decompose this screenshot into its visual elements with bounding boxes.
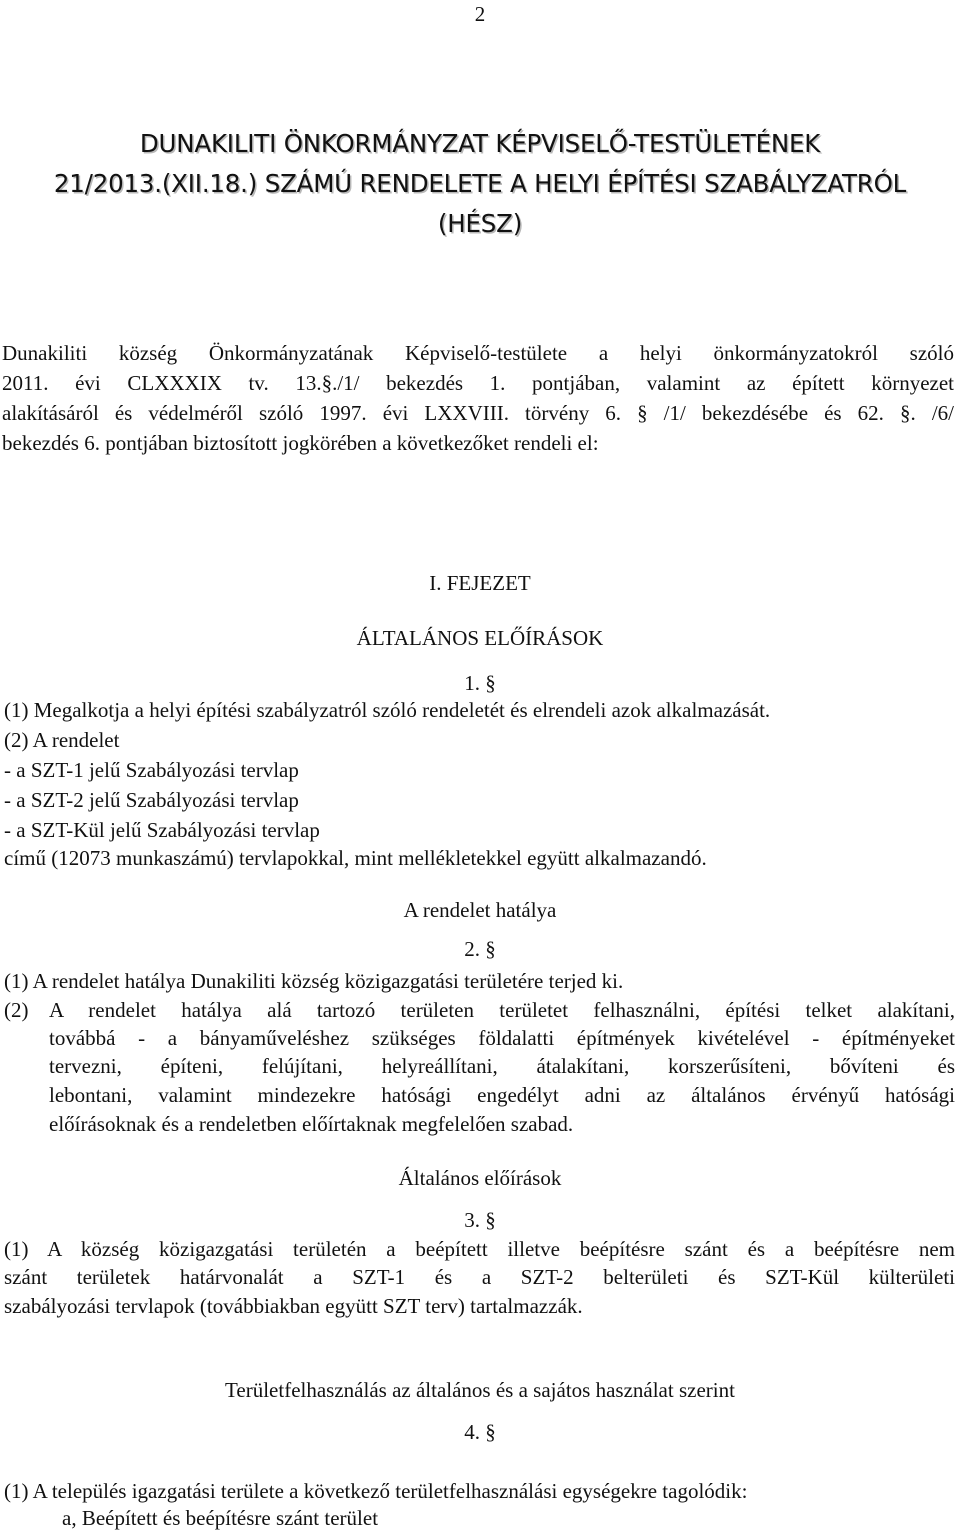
section-4-item-a: a, Beépített és beépítésre szánt terület	[62, 1506, 379, 1530]
section-2-paragraph-2-line-4: lebontani, valamint mindezekre hatósági engedélyt adni az általános érvényű hatósági	[49, 1083, 955, 1107]
section-1-paragraph-2-line-1: (2) A rendelet	[4, 728, 120, 752]
chapter-title: ÁLTALÁNOS ELŐÍRÁSOK	[356, 626, 604, 650]
section-2-subtitle: A rendelet hatálya	[403, 898, 557, 922]
section-2-paragraph-2-line-3: tervezni, építeni, felújítani, helyreállítani, átalakítani, korszerűsíteni, bővíteni és	[49, 1054, 955, 1078]
preamble-line-4: bekezdés 6. pontjában biztosított jogkörében a következőket rendeli el:	[2, 431, 599, 455]
section-1-closing-line: című (12073 munkaszámú) tervlapokkal, mint mellékletekkel együtt alkalmazandó.	[4, 846, 707, 870]
section-1-heading: 1. §	[464, 671, 496, 695]
section-2-paragraph-2-line-2: továbbá - a bányaműveléshez szükséges földalatti építmények kivételével - építményeket	[49, 1026, 955, 1050]
title-line-2: 21/2013.(XII.18.) SZÁMÚ RENDELETE A HELYI ÉPÍTÉSI SZABÁLYZATRÓL	[53, 169, 907, 198]
section-3-paragraph-1-line-3: szabályozási tervlapok (továbbiakban együtt SZT terv) tartalmazzák.	[4, 1294, 583, 1318]
section-3-paragraph-1-line-2: szánt területek határvonalát a SZT-1 és a SZT-2 belterületi és SZT-Kül külterületi	[4, 1265, 955, 1289]
section-1-list-item-2: - a SZT-2 jelű Szabályozási tervlap	[4, 788, 299, 812]
section-2-paragraph-1: (1) A rendelet hatálya Dunakiliti község közigazgatási területére terjed ki.	[4, 969, 624, 993]
section-3-heading: 3. §	[464, 1208, 496, 1232]
chapter-number: I. FEJEZET	[429, 571, 531, 595]
section-1-paragraph-1: (1) Megalkotja a helyi építési szabályzatról szóló rendeletét és elrendeli azok alkalmazását.	[4, 698, 771, 722]
section-3-paragraph-1-line-1: (1) A község közigazgatási területén a beépített illetve beépítésre szánt és a beépítésre nem	[4, 1237, 955, 1261]
section-3-subtitle: Általános előírások	[398, 1166, 562, 1190]
preamble	[2, 338, 954, 458]
section-2-paragraph-2-line-1: A rendelet hatálya alá tartozó területen területet felhasználni, építési telket alakítani,	[49, 998, 955, 1022]
title-line-1: DUNAKILITI ÖNKORMÁNYZAT KÉPVISELŐ-TESTÜLETÉNEK	[139, 129, 821, 158]
title-line-3: (HÉSZ)	[437, 209, 523, 238]
section-4-subtitle: Területfelhasználás az általános és a sajátos használat szerint	[225, 1378, 735, 1402]
section-2-paragraph-2-label: (2)	[4, 998, 29, 1022]
section-1-list-item-3: - a SZT-Kül jelű Szabályozási tervlap	[4, 818, 320, 842]
section-4-paragraph-1: (1) A település igazgatási területe a következő területfelhasználási egységekre tagolódik:	[4, 1479, 748, 1503]
document-title	[0, 124, 960, 244]
section-1-list-item-1: - a SZT-1 jelű Szabályozási tervlap	[4, 758, 299, 782]
section-2-heading: 2. §	[464, 937, 496, 961]
preamble-line-1: Dunakiliti község Önkormányzatának Képviselő-testülete a helyi önkormányzatokról szóló	[2, 341, 954, 365]
preamble-line-3: alakításáról és védelméről szóló 1997. évi LXXVIII. törvény 6. § /1/ bekezdésébe és 62. §. /6/	[2, 401, 954, 425]
page-number: 2	[474, 2, 486, 26]
preamble-line-2: 2011. évi CLXXXIX tv. 13.§./1/ bekezdés 1. pontjában, valamint az épített környezet	[2, 371, 954, 395]
section-2-paragraph-2-line-5: előírásoknak és a rendeletben előírtaknak megfelelően szabad.	[49, 1112, 574, 1136]
section-4-heading: 4. §	[464, 1420, 496, 1444]
